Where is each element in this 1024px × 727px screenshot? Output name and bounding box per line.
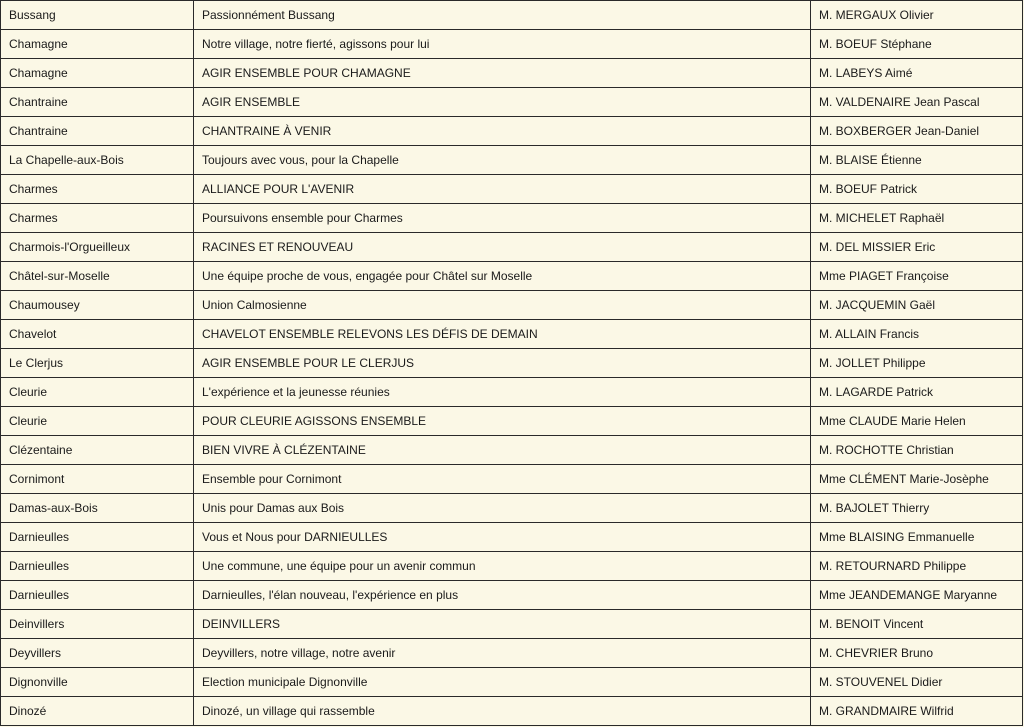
table-row [1,59,1023,88]
list-name-cell: DEINVILLERS [194,610,811,639]
list-head-cell: M. ROCHOTTE Christian [811,436,1023,465]
list-head-cell: M. BOEUF Stéphane [811,30,1023,59]
table-row [1,407,1023,436]
commune-cell: Chaumousey [1,291,194,320]
commune-cell: Chantraine [1,88,194,117]
list-name-cell: RACINES ET RENOUVEAU [194,233,811,262]
table-row [1,146,1023,175]
list-name-cell: AGIR ENSEMBLE POUR LE CLERJUS [194,349,811,378]
commune-cell: Cleurie [1,378,194,407]
list-head-cell: M. STOUVENEL Didier [811,668,1023,697]
list-name-cell: Ensemble pour Cornimont [194,465,811,494]
list-head-cell: M. ALLAIN Francis [811,320,1023,349]
list-name-cell: BIEN VIVRE À CLÉZENTAINE [194,436,811,465]
list-name-cell: Union Calmosienne [194,291,811,320]
table-row [1,697,1023,726]
commune-cell: Dignonville [1,668,194,697]
list-head-cell: Mme CLAUDE Marie Helen [811,407,1023,436]
list-name-cell: Notre village, notre fierté, agissons pour lui [194,30,811,59]
list-head-cell: M. MERGAUX Olivier [811,1,1023,30]
list-head-cell: M. LAGARDE Patrick [811,378,1023,407]
commune-cell: Charmois-l'Orgueilleux [1,233,194,262]
commune-cell: Chavelot [1,320,194,349]
table-row [1,175,1023,204]
table-row [1,233,1023,262]
table-row [1,320,1023,349]
list-name-cell: Une équipe proche de vous, engagée pour Châtel sur Moselle [194,262,811,291]
list-name-cell: AGIR ENSEMBLE [194,88,811,117]
list-head-cell: M. MICHELET Raphaël [811,204,1023,233]
commune-cell: Deinvillers [1,610,194,639]
list-name-cell: Une commune, une équipe pour un avenir commun [194,552,811,581]
commune-cell: Chamagne [1,59,194,88]
list-head-cell: M. BENOIT Vincent [811,610,1023,639]
list-name-cell: Passionnément Bussang [194,1,811,30]
commune-cell: Darnieulles [1,523,194,552]
table-row [1,581,1023,610]
commune-cell: Charmes [1,175,194,204]
commune-cell: Darnieulles [1,552,194,581]
list-head-cell: M. GRANDMAIRE Wilfrid [811,697,1023,726]
commune-cell: Clézentaine [1,436,194,465]
list-head-cell: M. LABEYS Aimé [811,59,1023,88]
list-head-cell: M. BAJOLET Thierry [811,494,1023,523]
table-row [1,262,1023,291]
commune-cell: La Chapelle-aux-Bois [1,146,194,175]
commune-cell: Damas-aux-Bois [1,494,194,523]
list-name-cell: AGIR ENSEMBLE POUR CHAMAGNE [194,59,811,88]
table-row [1,1,1023,30]
commune-cell: Deyvillers [1,639,194,668]
table-row [1,610,1023,639]
list-head-cell: M. RETOURNARD Philippe [811,552,1023,581]
list-head-cell: Mme CLÉMENT Marie-Josèphe [811,465,1023,494]
table-row [1,436,1023,465]
list-name-cell: ALLIANCE POUR L'AVENIR [194,175,811,204]
table-body [1,1,1023,726]
table-row [1,204,1023,233]
commune-cell: Le Clerjus [1,349,194,378]
list-name-cell: Unis pour Damas aux Bois [194,494,811,523]
commune-cell: Dinozé [1,697,194,726]
commune-cell: Bussang [1,1,194,30]
list-head-cell: Mme PIAGET Françoise [811,262,1023,291]
list-name-cell: Darnieulles, l'élan nouveau, l'expérience en plus [194,581,811,610]
list-head-cell: M. VALDENAIRE Jean Pascal [811,88,1023,117]
list-head-cell: M. BLAISE Étienne [811,146,1023,175]
commune-cell: Chamagne [1,30,194,59]
table-row [1,668,1023,697]
commune-cell: Charmes [1,204,194,233]
table-row [1,349,1023,378]
commune-cell: Cleurie [1,407,194,436]
list-head-cell: M. JOLLET Philippe [811,349,1023,378]
list-name-cell: POUR CLEURIE AGISSONS ENSEMBLE [194,407,811,436]
commune-cell: Cornimont [1,465,194,494]
table-row [1,378,1023,407]
commune-cell: Châtel-sur-Moselle [1,262,194,291]
list-head-cell: M. DEL MISSIER Eric [811,233,1023,262]
list-head-cell: M. BOEUF Patrick [811,175,1023,204]
table-row [1,291,1023,320]
commune-cell: Chantraine [1,117,194,146]
list-name-cell: CHANTRAINE À VENIR [194,117,811,146]
table-row [1,494,1023,523]
list-head-cell: M. BOXBERGER Jean-Daniel [811,117,1023,146]
table-row [1,523,1023,552]
list-head-cell: M. JACQUEMIN Gaël [811,291,1023,320]
table-row [1,552,1023,581]
table-row [1,117,1023,146]
list-name-cell: L'expérience et la jeunesse réunies [194,378,811,407]
table-row [1,88,1023,117]
list-name-cell: Dinozé, un village qui rassemble [194,697,811,726]
list-name-cell: Poursuivons ensemble pour Charmes [194,204,811,233]
list-name-cell: CHAVELOT ENSEMBLE RELEVONS LES DÉFIS DE DEMAIN [194,320,811,349]
list-name-cell: Vous et Nous pour DARNIEULLES [194,523,811,552]
list-head-cell: Mme JEANDEMANGE Maryanne [811,581,1023,610]
list-head-cell: M. CHEVRIER Bruno [811,639,1023,668]
list-name-cell: Toujours avec vous, pour la Chapelle [194,146,811,175]
commune-cell: Darnieulles [1,581,194,610]
list-name-cell: Election municipale Dignonville [194,668,811,697]
list-head-cell: Mme BLAISING Emmanuelle [811,523,1023,552]
table-row [1,465,1023,494]
table-row [1,30,1023,59]
table-row [1,639,1023,668]
list-name-cell: Deyvillers, notre village, notre avenir [194,639,811,668]
